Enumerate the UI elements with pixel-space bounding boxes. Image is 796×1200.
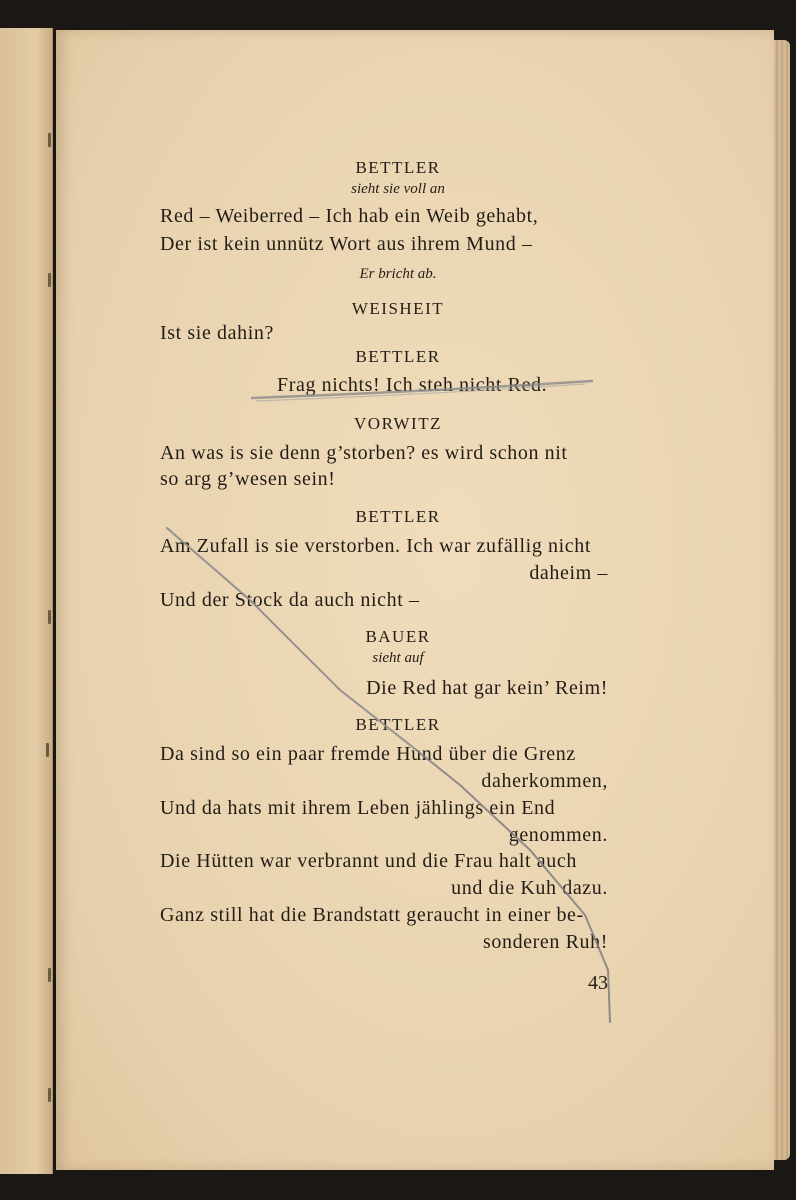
verse-line: Ganz still hat die Brandstatt geraucht in einer be- xyxy=(160,904,584,926)
verse-line-underlined: Frag nichts! Ich steh nicht Red. xyxy=(277,374,548,396)
verse-line: Und der Stock da auch nicht – xyxy=(160,589,420,611)
binding-mark xyxy=(48,1088,51,1102)
speaker-weisheit: WEISHEIT xyxy=(351,299,445,318)
speaker-bettler: BETTLER xyxy=(355,507,441,526)
speaker-bettler: BETTLER xyxy=(355,347,441,366)
verse-line-continued: sonderen Ruh! xyxy=(483,931,608,953)
stage-direction: Er bricht ab. xyxy=(359,266,437,282)
binding-mark xyxy=(46,743,49,757)
verse-line: so arg g’wesen sein! xyxy=(160,468,336,490)
verse-line: Red – Weiberred – Ich hab ein Weib gehabt, xyxy=(160,205,539,227)
speaker-bauer: BAUER xyxy=(365,627,431,646)
speaker-bettler: BETTLER xyxy=(355,158,441,177)
verse-line-continued: und die Kuh dazu. xyxy=(451,877,608,899)
verse-line: Die Hütten war verbrannt und die Frau halt auch xyxy=(160,850,577,872)
binding-mark xyxy=(48,610,51,624)
verse-line: Da sind so ein paar fremde Hund über die Grenz xyxy=(160,743,576,765)
verse-line: Ist sie dahin? xyxy=(160,322,274,344)
verse-line: Am Zufall is sie verstorben. Ich war zufällig nicht xyxy=(160,535,592,557)
verse-line-continued: daheim – xyxy=(529,562,608,584)
speaker-vorwitz: VORWITZ xyxy=(354,414,442,433)
verse-line-continued: daherkommen, xyxy=(481,770,608,792)
verse-line: Und da hats mit ihrem Leben jählings ein End xyxy=(160,797,556,819)
stage-direction: sieht sie voll an xyxy=(351,181,445,197)
page-number: 43 xyxy=(588,972,608,994)
verse-line: Der ist kein unnütz Wort aus ihrem Mund – xyxy=(160,233,533,255)
binding-mark xyxy=(48,133,51,147)
verse-line-continued: genommen. xyxy=(508,824,608,846)
speaker-bettler: BETTLER xyxy=(355,715,441,734)
stage-direction: sieht auf xyxy=(372,650,424,666)
binding-mark xyxy=(48,968,51,982)
verse-line: Die Red hat gar kein’ Reim! xyxy=(366,677,608,699)
facing-page-edge xyxy=(0,28,53,1174)
verse-line: An was is sie denn g’storben? es wird schon nit xyxy=(160,442,568,464)
